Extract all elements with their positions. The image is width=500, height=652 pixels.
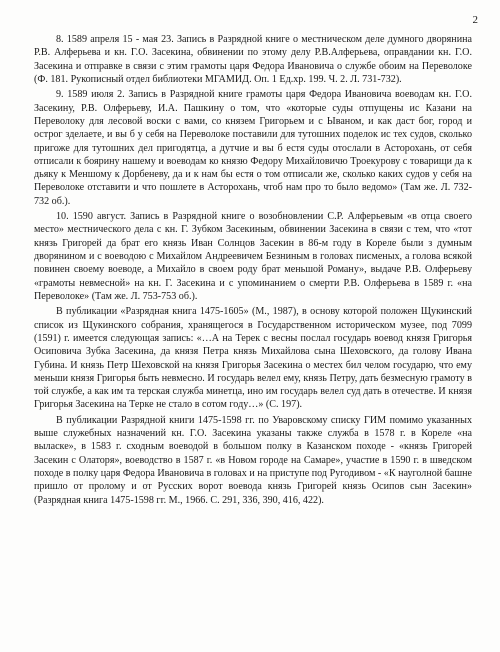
paragraph-item-10: 10. 1590 август. Запись в Разрядной книге о возобновлении С.Р. Алферьевым «в отца своего место» местнического дела с кн. Г. Зубком Засекиным, обвинении Засекина в связи с тем, что «тот князь Григорей да брат его князь Иван Солнцов Засекин в 86-м году в Кореле были з думным дворянином и с воеводою с Михайлом Андреевичем Безниным в головах писменых, а голова всякой повинен своему воеводе, а Михайло в своем роду брат меньшой Роману», выдаче Р.В. Олферьеву «грамоты невмесной» на кн. Г. Засекина и с упоминанием о смерти Р.В. Олферьева в 1589 г. «на Переволоке» (Там же. Л. 753-753 об.).	[34, 211, 472, 302]
paragraph-publication-1987: В публикации «Разрядная книга 1475-1605» (М., 1987), в основу которой положен Щукинский список из Щукинского собрания, хранящегося в Государственном историческом музее, под 7099 (1591) г. имеется следующая запись: «…А на Терек с весны послал государь воевод князя Григорья Осиповича Зубка Засекина, да князя Петра князь Михайлова сына Шеховского, да голову Ивана Губина. И князь Петр Шеховской на князя Григорья Засекина о местех бил челом государю, что ему меньши князя Григорья быть невмесно. И государь велел ему, князь Петру, дать безмесную грамоту в той службе, а как им та терская служба минетца, ино им государь велел суд дать в отечестве. И князя Григорья Засекина на Терке не стало в сотом году…» (С. 197).	[34, 306, 472, 411]
document-body	[34, 33, 472, 509]
paragraph-item-8: 8. 1589 апреля 15 - мая 23. Запись в Разрядной книге о местническом деле думного дворянина Р.В. Алферьева и кн. Г.О. Засекина, обвинении по этому делу Р.В.Алферьева, оправдании кн. Г.О. Засекина и отправке в связи с этим грамоты царя Федора Ивановича о службе обоим на Переволоке (Ф. 181. Рукописный отдел библиотеки МГАМИД. Оп. 1 Ед.хр. 199. Ч. 2. Л. 731-732).	[34, 34, 472, 85]
page-number: 2	[472, 14, 478, 26]
paragraph-publication-1966: В публикации Разрядной книги 1475-1598 гг. по Уваровскому списку ГИМ помимо указанных выше служебных назначений кн. Г.О. Засекина указаны также служба в 1578 г. в Кореле «на выласке», в 1583 г. сходным воеводой в большом полку в Казанском походе - «князь Григорей Засекин с Олаторя», воеводство в 1587 г. «в Новом городе на Самаре», участие в 1590 г. в шведском походе в полку царя Федора Ивановича в головах и на приступе под Ругодивом - «К науголной башне пришло от пролому и от Русских ворот воевода князь Григорей князь Осипов сын Засекин» (Разрядная книга 1475-1598 гг. М., 1966. С. 291, 336, 390, 416, 422).	[34, 414, 472, 506]
paragraph-item-9: 9. 1589 июля 2. Запись в Разрядной книге грамоты царя Федора Ивановича воеводам кн. Г.О. Засекину, Р.В. Олферьеву, И.А. Пашкину о том, что «которые суды отпущены ис Казани на Переволоку для лесовой воски с вами, со князем Григорьем и с Ываном, и как даст бог, город и острог зделаете, и вы б у себя на Переволоке поставили для тутошних поделок ис тех судов, сколько пригоже для тутошних дел пригодятца, а дутчие и вы б естя суды отослали в Асторохань, от себя отписали к боярину нашему и воеводам ко князю Федору Михайловичю Троекурову с товарищи да к дьяку к Меншому к Дорбеневу, да и к нам бы естя о том отписали же, сколько каких судов у себя на Переволоке отставити и что пошлете в Асторохань, чтоб нам про то было ведомо» (Там же. Л. 732-732 об.).	[34, 89, 472, 207]
